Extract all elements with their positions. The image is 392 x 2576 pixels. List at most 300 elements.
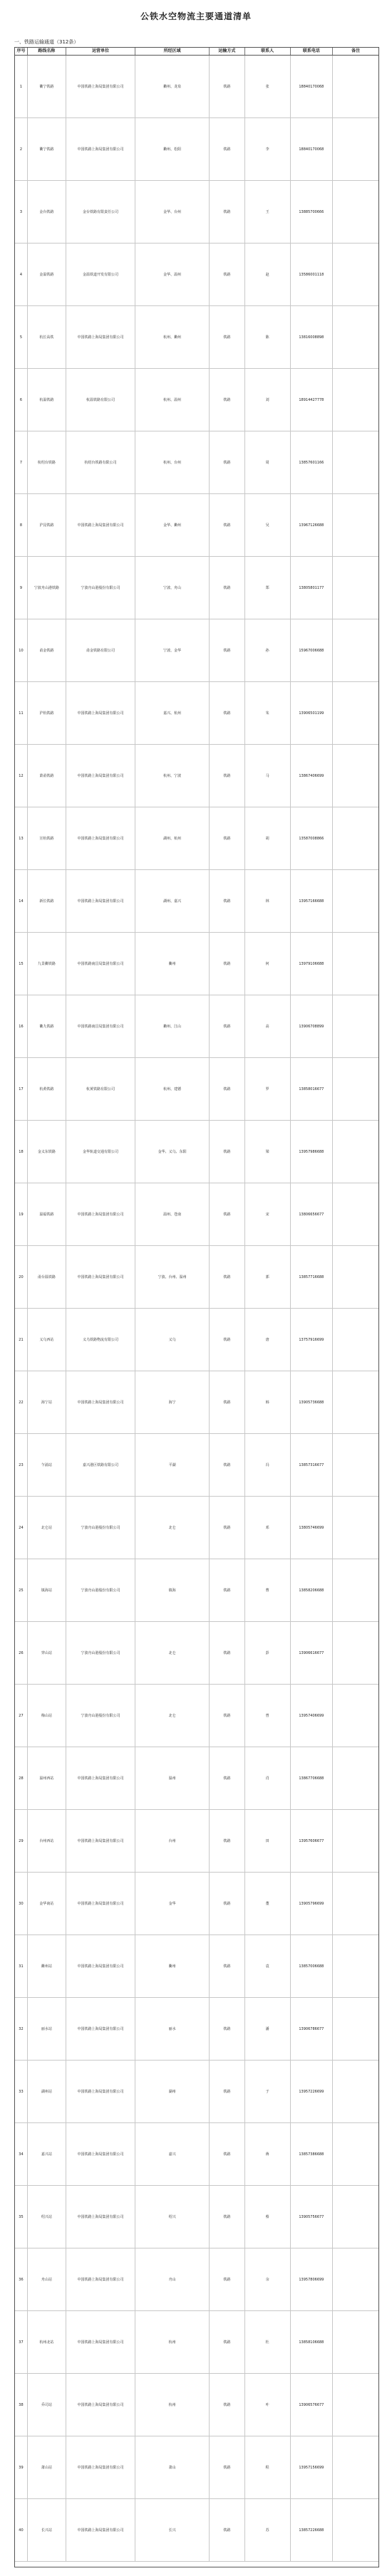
cell-region: 湖州、杭州 <box>135 807 210 869</box>
cell-region: 平湖 <box>135 1434 210 1496</box>
cell-note <box>333 1434 378 1496</box>
cell-region: 北仑 <box>135 1685 210 1747</box>
table-row <box>15 807 378 870</box>
cell-route: 梅山站 <box>28 1685 66 1747</box>
table-row <box>15 1810 378 1873</box>
cell-phone: 13805801177 <box>291 557 334 619</box>
cell-contact: 张 <box>245 56 291 117</box>
table-row <box>15 494 378 557</box>
cell-note <box>333 2123 378 2185</box>
cell-note <box>333 1497 378 1559</box>
cell-route: 新长铁路 <box>28 870 66 932</box>
table-row <box>15 557 378 619</box>
cell-phone: 13905736688 <box>291 1371 334 1433</box>
table-row <box>15 1747 378 1810</box>
cell-route: 海宁站 <box>28 1371 66 1433</box>
table-row <box>15 1309 378 1371</box>
cell-operator: 中国铁路上海局集团有限公司 <box>66 2186 136 2248</box>
cell-mode: 铁路 <box>210 1058 245 1120</box>
cell-route: 嘉兴站 <box>28 2123 66 2185</box>
cell-mode: 铁路 <box>210 1622 245 1684</box>
cell-route: 衢宁铁路 <box>28 118 66 180</box>
cell-note <box>333 682 378 744</box>
col-header-operator: 运营单位 <box>66 48 136 55</box>
table-row <box>15 1685 378 1747</box>
cell-route: 台州西站 <box>28 1810 66 1872</box>
cell-route: 金温铁路 <box>28 244 66 305</box>
cell-note <box>333 1685 378 1747</box>
cell-mode: 铁路 <box>210 1998 245 2060</box>
cell-operator: 宁波舟山港股份有限公司 <box>66 1497 136 1559</box>
cell-operator: 金华轨道交通有限公司 <box>66 1121 136 1183</box>
cell-index: 34 <box>15 2123 28 2185</box>
cell-region: 宁波、台州、温州 <box>135 1246 210 1308</box>
cell-phone: 13867706688 <box>291 1747 334 1809</box>
cell-mode: 铁路 <box>210 369 245 431</box>
cell-mode: 铁路 <box>210 933 245 995</box>
cell-note <box>333 1309 378 1371</box>
cell-route: 湖州站 <box>28 2061 66 2122</box>
cell-mode: 铁路 <box>210 1434 245 1496</box>
cell-contact: 何 <box>245 933 291 995</box>
cell-mode: 铁路 <box>210 1309 245 1371</box>
table-row <box>15 870 378 933</box>
cell-region: 金华、温州 <box>135 244 210 305</box>
cell-phone: 13906576677 <box>291 2374 334 2436</box>
cell-operator: 中国铁路上海局集团有限公司 <box>66 1935 136 1997</box>
cell-phone: 13906501199 <box>291 682 334 744</box>
table-row <box>15 2123 378 2186</box>
cell-index: 30 <box>15 1873 28 1934</box>
cell-note <box>333 1998 378 2060</box>
cell-note <box>333 494 378 556</box>
table-header <box>15 48 378 56</box>
cell-contact: 彭 <box>245 1622 291 1684</box>
cell-operator: 中国铁路上海局集团有限公司 <box>66 870 136 932</box>
cell-mode: 铁路 <box>210 1246 245 1308</box>
cell-operator: 中国铁路上海局集团有限公司 <box>66 494 136 556</box>
cell-phone: 13957606677 <box>291 1810 334 1872</box>
cell-operator: 中国铁路上海局集团有限公司 <box>66 2436 136 2498</box>
cell-operator: 中国铁路上海局集团有限公司 <box>66 1371 136 1433</box>
cell-region: 湖州、嘉兴 <box>135 870 210 932</box>
cell-mode: 铁路 <box>210 181 245 243</box>
cell-mode: 铁路 <box>210 870 245 932</box>
cell-phone: 13867406699 <box>291 745 334 807</box>
cell-phone: 18840170068 <box>291 56 334 117</box>
cell-note <box>333 807 378 869</box>
cell-phone: 13816008898 <box>291 306 334 368</box>
cell-phone: 13979106688 <box>291 933 334 995</box>
cell-region: 杭州、衢州 <box>135 306 210 368</box>
cell-index: 38 <box>15 2374 28 2436</box>
cell-contact: 郑 <box>245 557 291 619</box>
cell-mode: 铁路 <box>210 1935 245 1997</box>
cell-contact: 曾 <box>245 1685 291 1747</box>
cell-contact: 梁 <box>245 1121 291 1183</box>
cell-operator: 杭温铁路有限公司 <box>66 369 136 431</box>
cell-contact: 邓 <box>245 1497 291 1559</box>
cell-operator: 中国铁路上海局集团有限公司 <box>66 1246 136 1308</box>
cell-index: 8 <box>15 494 28 556</box>
cell-region: 温州 <box>135 1747 210 1809</box>
cell-route: 金华南站 <box>28 1873 66 1934</box>
cell-route: 义乌西站 <box>28 1309 66 1371</box>
cell-note <box>333 2186 378 2248</box>
cell-contact: 陈 <box>245 306 291 368</box>
cell-index: 14 <box>15 870 28 932</box>
table-row <box>15 1622 378 1685</box>
cell-region: 衢州、松阳 <box>135 118 210 180</box>
cell-contact: 潘 <box>245 1998 291 2060</box>
cell-contact: 李 <box>245 118 291 180</box>
cell-region: 衢州 <box>135 1935 210 1997</box>
cell-region: 金华、衢州 <box>135 494 210 556</box>
col-header-note: 备注 <box>351 48 361 53</box>
cell-mode: 铁路 <box>210 807 245 869</box>
cell-index: 20 <box>15 1246 28 1308</box>
cell-operator: 中国铁路上海局集团有限公司 <box>66 118 136 180</box>
cell-route: 衢九铁路 <box>28 995 66 1057</box>
cell-region: 海宁 <box>135 1371 210 1433</box>
cell-route: 乍浦站 <box>28 1434 66 1496</box>
cell-route: 九景衢铁路 <box>28 933 66 995</box>
cell-route: 杭州北站 <box>28 2311 66 2373</box>
cell-mode: 铁路 <box>210 244 245 305</box>
table-row <box>15 1434 378 1497</box>
cell-mode: 铁路 <box>210 2248 245 2310</box>
cell-note <box>333 995 378 1057</box>
cell-route: 衢宁铁路 <box>28 56 66 117</box>
table-row <box>15 619 378 682</box>
cell-mode: 铁路 <box>210 1747 245 1809</box>
cell-region: 杭州、宁波 <box>135 745 210 807</box>
cell-note <box>333 1246 378 1308</box>
cell-note <box>333 1121 378 1183</box>
cell-operator: 中国铁路上海局集团有限公司 <box>66 2374 136 2436</box>
cell-contact: 朱 <box>245 682 291 744</box>
cell-phone: 13905756677 <box>291 2186 334 2248</box>
cell-route: 金台铁路 <box>28 181 66 243</box>
cell-index: 32 <box>15 1998 28 2060</box>
cell-route: 丽水站 <box>28 1998 66 2060</box>
cell-region: 绍兴 <box>135 2186 210 2248</box>
cell-phone: 13957156699 <box>291 2436 334 2498</box>
cell-note <box>333 1183 378 1245</box>
cell-contact: 罗 <box>245 1058 291 1120</box>
cell-note <box>333 933 378 995</box>
cell-route: 沪昆铁路 <box>28 494 66 556</box>
col-header-phone: 联系电话 <box>291 48 334 55</box>
cell-mode: 铁路 <box>210 2436 245 2498</box>
cell-contact: 苏 <box>245 2499 291 2561</box>
cell-operator: 中国铁路上海局集团有限公司 <box>66 1873 136 1934</box>
cell-route: 杭长高铁 <box>28 306 66 368</box>
cell-route: 衢州站 <box>28 1935 66 1997</box>
cell-mode: 铁路 <box>210 118 245 180</box>
cell-phone: 18840170068 <box>291 118 334 180</box>
cell-note <box>333 2436 378 2498</box>
cell-index: 24 <box>15 1497 28 1559</box>
cell-index: 3 <box>15 181 28 243</box>
cell-contact: 马 <box>245 745 291 807</box>
cell-phone: 13858016677 <box>291 1058 334 1120</box>
cell-phone: 13857601166 <box>291 431 334 493</box>
cell-note <box>333 2061 378 2122</box>
cell-contact: 冯 <box>245 1434 291 1496</box>
document-title: 公铁水空物流主要通道清单 <box>140 11 252 21</box>
cell-operator: 宁波舟山港股份有限公司 <box>66 1559 136 1621</box>
cell-index: 9 <box>15 557 28 619</box>
table-row <box>15 1998 378 2061</box>
cell-contact: 田 <box>245 1810 291 1872</box>
cell-note <box>333 306 378 368</box>
cell-operator: 杭绍台铁路有限公司 <box>66 431 136 493</box>
cell-mode: 铁路 <box>210 1371 245 1433</box>
cell-index: 5 <box>15 306 28 368</box>
cell-note <box>333 118 378 180</box>
cell-region: 长兴 <box>135 2499 210 2561</box>
cell-index: 18 <box>15 1121 28 1183</box>
cell-contact: 刘 <box>245 369 291 431</box>
cell-mode: 铁路 <box>210 494 245 556</box>
cell-mode: 铁路 <box>210 995 245 1057</box>
cell-mode: 铁路 <box>210 745 245 807</box>
cell-index: 27 <box>15 1685 28 1747</box>
cell-note <box>333 1935 378 1997</box>
cell-region: 金华 <box>135 1873 210 1934</box>
cell-contact: 蔡 <box>245 2186 291 2248</box>
cell-contact: 高 <box>245 995 291 1057</box>
cell-phone: 13957226699 <box>291 2061 334 2122</box>
cell-contact: 曹 <box>245 1559 291 1621</box>
table-row <box>15 244 378 306</box>
cell-region: 嘉兴 <box>135 2123 210 2185</box>
cell-region: 金华、义乌、东阳 <box>135 1121 210 1183</box>
cell-operator: 中国铁路上海局集团有限公司 <box>66 2311 136 2373</box>
cell-index: 7 <box>15 431 28 493</box>
cell-note <box>333 1810 378 1872</box>
cell-mode: 铁路 <box>210 682 245 744</box>
table-row <box>15 2311 378 2374</box>
cell-index: 40 <box>15 2499 28 2561</box>
cell-note <box>333 619 378 681</box>
cell-operator: 金台铁路有限责任公司 <box>66 181 136 243</box>
cell-note <box>333 181 378 243</box>
cell-mode: 铁路 <box>210 2499 245 2561</box>
cell-region: 杭州、台州 <box>135 431 210 493</box>
cell-mode: 铁路 <box>210 431 245 493</box>
cell-operator: 中国铁路上海局集团有限公司 <box>66 2248 136 2310</box>
table-row <box>15 745 378 807</box>
cell-note <box>333 1559 378 1621</box>
cell-operator: 中国铁路上海局集团有限公司 <box>66 2499 136 2561</box>
cell-operator: 甬金铁路有限公司 <box>66 619 136 681</box>
cell-mode: 铁路 <box>210 2186 245 2248</box>
cell-index: 21 <box>15 1309 28 1371</box>
cell-route: 镇海站 <box>28 1559 66 1621</box>
cell-index: 15 <box>15 933 28 995</box>
table-row <box>15 1935 378 1998</box>
cell-operator: 中国铁路上海局集团有限公司 <box>66 2123 136 2185</box>
cell-phone: 13857716688 <box>291 1246 334 1308</box>
cell-phone: 18914427778 <box>291 369 334 431</box>
col-header-index: 序号 <box>15 48 28 55</box>
cell-note <box>333 1873 378 1934</box>
table-row <box>15 118 378 181</box>
cell-index: 12 <box>15 745 28 807</box>
cell-region: 宁波、金华 <box>135 619 210 681</box>
cell-contact: 肖 <box>245 1747 291 1809</box>
cell-region: 舟山 <box>135 2248 210 2310</box>
cell-region: 义乌 <box>135 1309 210 1371</box>
cell-index: 13 <box>15 807 28 869</box>
table-row <box>15 2061 378 2123</box>
cell-note <box>333 2374 378 2436</box>
cell-index: 17 <box>15 1058 28 1120</box>
col-header-contact: 联系人 <box>245 48 291 55</box>
cell-index: 37 <box>15 2311 28 2373</box>
cell-index: 16 <box>15 995 28 1057</box>
cell-note <box>333 557 378 619</box>
cell-region: 衢州 <box>135 933 210 995</box>
cell-region: 萧山 <box>135 2436 210 2498</box>
cell-operator: 中国铁路上海局集团有限公司 <box>66 682 136 744</box>
cell-phone: 13757916699 <box>291 1309 334 1371</box>
table-row <box>15 306 378 369</box>
cell-phone: 13857006688 <box>291 1935 334 1997</box>
table-row <box>15 995 378 1058</box>
cell-index: 23 <box>15 1434 28 1496</box>
cell-mode: 铁路 <box>210 2311 245 2373</box>
cell-contact: 董 <box>245 1873 291 1934</box>
cell-region: 温州、苍南 <box>135 1183 210 1245</box>
cell-route: 甬金铁路 <box>28 619 66 681</box>
cell-mode: 铁路 <box>210 1497 245 1559</box>
cell-route: 甬台温铁路 <box>28 1246 66 1308</box>
table-row <box>15 2248 378 2311</box>
cell-contact: 王 <box>245 181 291 243</box>
cell-phone: 13906616677 <box>291 1622 334 1684</box>
cell-phone: 13957986688 <box>291 1121 334 1183</box>
cell-index: 33 <box>15 2061 28 2122</box>
cell-note <box>333 431 378 493</box>
cell-operator: 金温铁道开发有限公司 <box>66 244 136 305</box>
cell-index: 6 <box>15 369 28 431</box>
cell-phone: 13806656677 <box>291 1183 334 1245</box>
cell-operator: 中国铁路上海局集团有限公司 <box>66 807 136 869</box>
cell-mode: 铁路 <box>210 1685 245 1747</box>
cell-contact: 赵 <box>245 244 291 305</box>
cell-note <box>333 2499 378 2561</box>
cell-operator: 中国铁路南昌局集团有限公司 <box>66 933 136 995</box>
cell-region: 台州 <box>135 1810 210 1872</box>
col-header-region: 所经区域 <box>135 48 210 55</box>
cell-region: 镇海 <box>135 1559 210 1621</box>
cell-note <box>333 56 378 117</box>
cell-phone: 13906786677 <box>291 1998 334 2060</box>
table-row <box>15 1246 378 1309</box>
cell-route: 宁波舟山港铁路 <box>28 557 66 619</box>
cell-phone: 13858106688 <box>291 2311 334 2373</box>
cell-region: 杭州、温州 <box>135 369 210 431</box>
cell-operator: 中国铁路上海局集团有限公司 <box>66 1810 136 1872</box>
cell-route: 乔司站 <box>28 2374 66 2436</box>
cell-route: 金义东铁路 <box>28 1121 66 1183</box>
cell-mode: 铁路 <box>210 2123 245 2185</box>
cell-phone: 13906708899 <box>291 995 334 1057</box>
cell-operator: 中国铁路上海局集团有限公司 <box>66 745 136 807</box>
cell-contact: 吴 <box>245 494 291 556</box>
cell-route: 萧甬铁路 <box>28 745 66 807</box>
table-body <box>15 56 378 2567</box>
cell-mode: 铁路 <box>210 619 245 681</box>
table-row <box>15 1058 378 1121</box>
cell-contact: 杜 <box>245 2311 291 2373</box>
cell-phone: 13957806699 <box>291 2248 334 2310</box>
cell-phone: 13885700666 <box>291 181 334 243</box>
cell-region: 宁波、舟山 <box>135 557 210 619</box>
cell-note <box>333 1371 378 1433</box>
table-row <box>15 1183 378 1246</box>
cell-index: 26 <box>15 1622 28 1684</box>
cell-index: 22 <box>15 1371 28 1433</box>
cell-phone: 13857386688 <box>291 2123 334 2185</box>
cell-route: 舟山站 <box>28 2248 66 2310</box>
cell-phone: 13967126688 <box>291 494 334 556</box>
cell-mode: 铁路 <box>210 1121 245 1183</box>
cell-index: 35 <box>15 2186 28 2248</box>
cell-operator: 中国铁路上海局集团有限公司 <box>66 1747 136 1809</box>
cell-route: 绍兴站 <box>28 2186 66 2248</box>
cell-index: 4 <box>15 244 28 305</box>
cell-operator: 宁波舟山港股份有限公司 <box>66 557 136 619</box>
cell-note <box>333 745 378 807</box>
cell-operator: 中国铁路上海局集团有限公司 <box>66 1183 136 1245</box>
cell-operator: 义乌铁路物流有限公司 <box>66 1309 136 1371</box>
section-heading: 一、铁路运输通道（312条） <box>14 39 79 45</box>
cell-index: 29 <box>15 1810 28 1872</box>
table-row <box>15 933 378 995</box>
table-row <box>15 2186 378 2248</box>
cell-region: 杭州 <box>135 2311 210 2373</box>
cell-region: 嘉兴、杭州 <box>135 682 210 744</box>
cell-index: 11 <box>15 682 28 744</box>
col-header-mode: 运输方式 <box>210 48 245 55</box>
cell-contact: 林 <box>245 870 291 932</box>
cell-index: 2 <box>15 118 28 180</box>
table-row <box>15 1559 378 1622</box>
cell-phone: 13957166688 <box>291 870 334 932</box>
cell-region: 金华、台州 <box>135 181 210 243</box>
cell-region: 北仑 <box>135 1622 210 1684</box>
cell-route: 北仑站 <box>28 1497 66 1559</box>
col-header-route: 路线名称 <box>28 48 66 55</box>
cell-phone: 13857316677 <box>291 1434 334 1496</box>
cell-route: 温福铁路 <box>28 1183 66 1245</box>
cell-operator: 嘉兴港区铁路有限公司 <box>66 1434 136 1496</box>
cell-route: 温州西站 <box>28 1747 66 1809</box>
table-row <box>15 56 378 118</box>
cell-region: 杭州 <box>135 2374 210 2436</box>
cell-region: 衢州、龙泉 <box>135 56 210 117</box>
cell-note <box>333 1058 378 1120</box>
table-row <box>15 369 378 431</box>
cell-phone: 15967006688 <box>291 619 334 681</box>
cell-operator: 宁波舟山港股份有限公司 <box>66 1685 136 1747</box>
cell-region: 杭州、建德 <box>135 1058 210 1120</box>
table-row <box>15 1371 378 1434</box>
